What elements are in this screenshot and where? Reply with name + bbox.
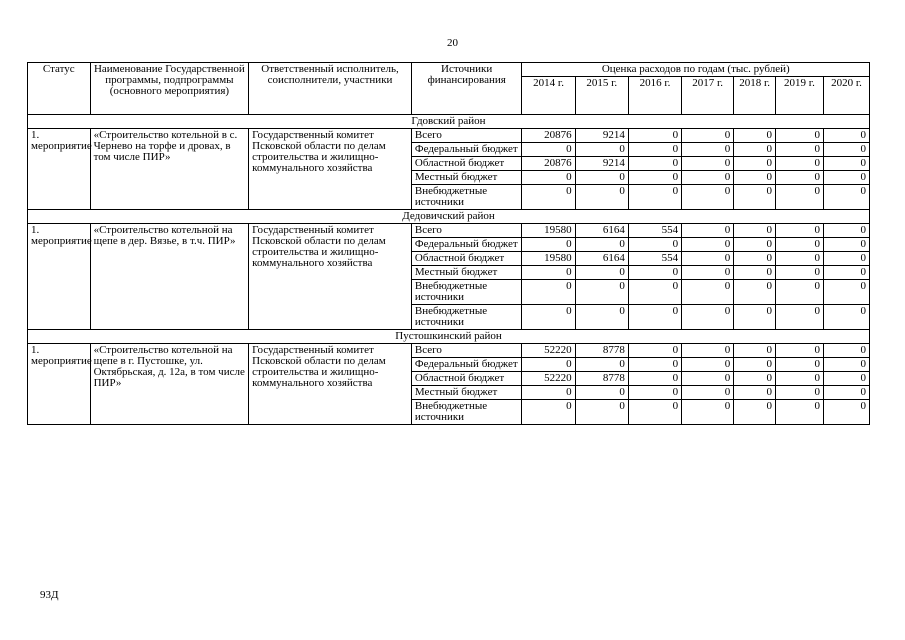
expense-value: 0 [823,344,869,358]
expense-value: 0 [775,372,823,386]
expense-value: 0 [823,280,869,305]
expense-value: 0 [575,266,628,280]
expense-value: 0 [628,129,681,143]
expense-value: 0 [734,157,776,171]
district-name: Дедовичский район [28,210,870,224]
expense-value: 0 [734,129,776,143]
expense-value: 554 [628,224,681,238]
expense-value: 0 [775,358,823,372]
expense-value: 0 [823,224,869,238]
activity-status: 1. мероприятие [28,129,91,210]
document-code: 93Д [40,589,59,601]
district-row [28,330,870,344]
activity-responsible: Государственный комитет Псковской области по делам строительства и жилищно-коммунального хозяйства [249,129,412,210]
budget-table [27,62,870,425]
activity-name: «Строительство котельной на щепе в г. Пустошке, ул. Октябрьская, д. 12а, в том числе ПИР» [90,344,249,425]
expense-value: 0 [682,372,734,386]
header-responsible: Ответственный исполнитель, соисполнители, участники [249,63,412,115]
table-row [28,344,870,358]
funding-source: Местный бюджет [411,171,522,185]
expense-value: 0 [775,238,823,252]
funding-source: Внебюджетные источники [411,400,522,425]
funding-source: Внебюджетные источники [411,185,522,210]
expense-value: 0 [628,238,681,252]
table-body [28,115,870,425]
expense-value: 0 [734,238,776,252]
expense-value: 0 [775,305,823,330]
expense-value: 0 [775,143,823,157]
expense-value: 0 [734,372,776,386]
expense-value: 0 [682,185,734,210]
expense-value: 0 [734,280,776,305]
expense-value: 52220 [522,372,575,386]
expense-value: 0 [775,344,823,358]
expense-value: 0 [682,224,734,238]
expense-value: 0 [522,266,575,280]
expense-value: 0 [575,143,628,157]
activity-name: «Строительство котельной на щепе в дер. Вязье, в т.ч. ПИР» [90,224,249,330]
district-name: Гдовский район [28,115,870,129]
expense-value: 0 [628,171,681,185]
expense-value: 0 [682,157,734,171]
expense-value: 0 [628,185,681,210]
expense-value: 52220 [522,344,575,358]
expense-value: 0 [682,171,734,185]
expense-value: 0 [775,171,823,185]
header-year: 2018 г. [734,77,776,115]
expense-value: 19580 [522,224,575,238]
expense-value: 6164 [575,252,628,266]
expense-value: 0 [775,185,823,210]
expense-value: 0 [575,171,628,185]
expense-value: 20876 [522,129,575,143]
expense-value: 0 [628,266,681,280]
activity-status: 1. мероприятие [28,224,91,330]
expense-value: 8778 [575,372,628,386]
expense-value: 0 [775,400,823,425]
expense-value: 0 [823,266,869,280]
funding-source: Областной бюджет [411,157,522,171]
page-number: 20 [447,37,458,49]
expense-value: 0 [575,305,628,330]
funding-source: Федеральный бюджет [411,143,522,157]
expense-value: 19580 [522,252,575,266]
expense-value: 0 [823,143,869,157]
funding-source: Местный бюджет [411,386,522,400]
funding-source: Внебюджетные источники [411,305,522,330]
expense-value: 0 [734,266,776,280]
expense-value: 554 [628,252,681,266]
expense-value: 0 [682,400,734,425]
expense-value: 0 [522,238,575,252]
expense-value: 0 [628,344,681,358]
expense-value: 0 [628,305,681,330]
expense-value: 0 [734,386,776,400]
funding-source: Всего [411,224,522,238]
header-year: 2014 г. [522,77,575,115]
expense-value: 0 [522,400,575,425]
header-year: 2017 г. [682,77,734,115]
expense-value: 0 [775,224,823,238]
header-year: 2019 г. [775,77,823,115]
expense-value: 0 [522,143,575,157]
expense-value: 0 [775,266,823,280]
expense-value: 0 [823,252,869,266]
activity-name: «Строительство котельной в с. Чернево на торфе и дровах, в том числе ПИР» [90,129,249,210]
expense-value: 0 [823,358,869,372]
expense-value: 0 [734,305,776,330]
expense-value: 0 [522,305,575,330]
expense-value: 9214 [575,157,628,171]
expense-value: 0 [734,252,776,266]
expense-value: 0 [522,185,575,210]
expense-value: 0 [628,143,681,157]
activity-status: 1. мероприятие [28,344,91,425]
expense-value: 0 [823,157,869,171]
header-row-top [28,63,870,77]
expense-value: 0 [823,386,869,400]
expense-value: 9214 [575,129,628,143]
header-year: 2015 г. [575,77,628,115]
expense-value: 0 [522,386,575,400]
expense-value: 0 [823,400,869,425]
header-status: Статус [28,63,91,115]
header-year: 2016 г. [628,77,681,115]
district-name: Пустошкинский район [28,330,870,344]
expense-value: 0 [775,129,823,143]
expense-value: 0 [628,280,681,305]
expense-value: 0 [682,358,734,372]
expense-value: 0 [775,280,823,305]
funding-source: Местный бюджет [411,266,522,280]
expense-value: 0 [734,400,776,425]
expense-value: 0 [682,129,734,143]
expense-value: 0 [522,171,575,185]
expense-value: 0 [823,372,869,386]
expense-value: 0 [682,280,734,305]
expense-value: 0 [628,358,681,372]
expense-value: 0 [575,238,628,252]
expense-value: 6164 [575,224,628,238]
funding-source: Областной бюджет [411,372,522,386]
expense-value: 0 [628,400,681,425]
expense-value: 0 [682,252,734,266]
header-sources: Источники финансирования [411,63,522,115]
expense-value: 0 [823,238,869,252]
activity-responsible: Государственный комитет Псковской области по делам строительства и жилищно-коммунального хозяйства [249,224,412,330]
expense-value: 0 [823,305,869,330]
header-expenses: Оценка расходов по годам (тыс. рублей) [522,63,870,77]
expense-value: 0 [575,280,628,305]
table-row [28,224,870,238]
header-year: 2020 г. [823,77,869,115]
funding-source: Областной бюджет [411,252,522,266]
expense-value: 0 [734,358,776,372]
activity-responsible: Государственный комитет Псковской области по делам строительства и жилищно-коммунального хозяйства [249,344,412,425]
funding-source: Всего [411,344,522,358]
expense-value: 8778 [575,344,628,358]
expense-value: 0 [823,185,869,210]
expense-value: 0 [734,185,776,210]
district-row [28,115,870,129]
header-program-name: Наименование Государственной программы, подпрограммы (основного мероприятия) [90,63,249,115]
funding-source: Федеральный бюджет [411,238,522,252]
expense-value: 0 [682,238,734,252]
expense-value: 0 [682,386,734,400]
expense-value: 0 [575,185,628,210]
expense-value: 0 [628,386,681,400]
expense-value: 0 [575,400,628,425]
expense-value: 0 [682,143,734,157]
district-row [28,210,870,224]
funding-source: Внебюджетные источники [411,280,522,305]
expense-value: 0 [522,358,575,372]
expense-value: 0 [682,305,734,330]
funding-source: Федеральный бюджет [411,358,522,372]
expense-value: 0 [775,157,823,171]
expense-value: 20876 [522,157,575,171]
expense-value: 0 [734,224,776,238]
table-row [28,129,870,143]
expense-value: 0 [522,280,575,305]
expense-value: 0 [575,386,628,400]
expense-value: 0 [734,344,776,358]
expense-value: 0 [682,266,734,280]
expense-value: 0 [775,252,823,266]
expense-value: 0 [775,386,823,400]
funding-source: Всего [411,129,522,143]
expense-value: 0 [734,171,776,185]
expense-value: 0 [823,129,869,143]
expense-value: 0 [628,372,681,386]
expense-value: 0 [628,157,681,171]
expense-value: 0 [734,143,776,157]
expense-value: 0 [682,344,734,358]
expense-value: 0 [575,358,628,372]
expense-value: 0 [823,171,869,185]
